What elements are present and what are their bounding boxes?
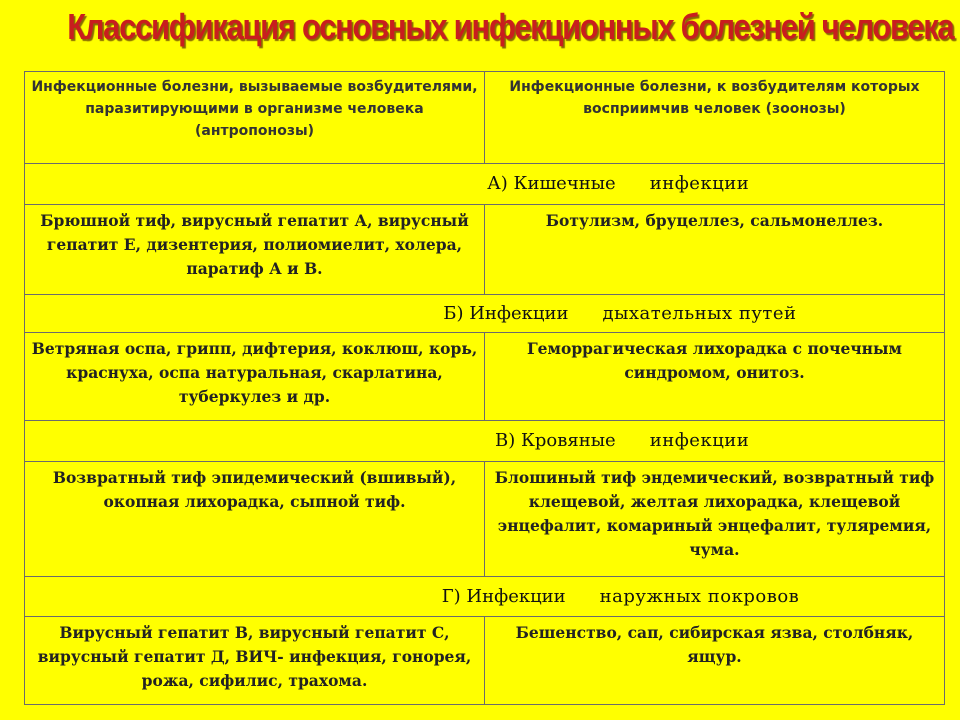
anthroponoses-cell-a xyxy=(25,205,485,295)
section-row-d xyxy=(25,577,945,617)
header-zoonoses xyxy=(485,72,945,164)
anthroponoses-cell-b xyxy=(25,333,485,421)
section-heading-a xyxy=(25,164,945,205)
zoonoses-cell-a xyxy=(485,205,945,295)
section-a-label-right: инфекции xyxy=(649,173,750,194)
anthroponoses-text-a: Брюшной тиф, вирусный гепатит А, вирусный гепатит Е, дизентерия, полиомиелит, холера, паратиф А и В. xyxy=(40,211,469,278)
section-b-label-left: Б) Инфекции xyxy=(443,302,569,324)
section-row-c xyxy=(25,421,945,462)
section-d-label-left: Г) Инфекции xyxy=(441,585,566,607)
header-anthroponoses-text: Инфекционные болезни, вызываемые возбудителями, паразитирующими в организме человека (антропонозы) xyxy=(31,79,478,139)
section-a-label-left: А) Кишечные xyxy=(487,173,616,194)
section-heading-d xyxy=(25,577,945,617)
anthroponoses-cell-c xyxy=(25,462,485,577)
zoonoses-cell-d xyxy=(485,617,945,705)
anthroponoses-text-b: Ветряная оспа, грипп, дифтерия, коклюш, корь, краснуха, оспа натуральная, скарлатина, туберкулез и др. xyxy=(31,339,478,406)
table-row xyxy=(25,333,945,421)
section-d-label-right: наружных покровов xyxy=(599,585,800,607)
classification-table xyxy=(24,71,945,705)
zoonoses-text-c: Блошиный тиф эндемический, возвратный тиф клещевой, желтая лихорадка, клещевой энцефалит, комариный энцефалит, туляремия, чума. xyxy=(494,468,935,559)
anthroponoses-text-c: Возвратный тиф эпидемический (вшивый), окопная лихорадка, сыпной тиф. xyxy=(52,468,457,511)
section-c-label-left: В) Кровяные xyxy=(494,430,616,451)
section-heading-b xyxy=(25,295,945,333)
table-row xyxy=(25,205,945,295)
page-title: Классификация основных инфекционных болезней человека xyxy=(67,6,954,47)
section-row-b xyxy=(25,295,945,333)
zoonoses-text-a: Ботулизм, бруцеллез, сальмонеллез. xyxy=(545,211,884,230)
anthroponoses-text-d: Вирусный гепатит В, вирусный гепатит С, вирусный гепатит Д, ВИЧ- инфекция, гонорея, рожа, сифилис, трахома. xyxy=(37,623,472,690)
table-row xyxy=(25,617,945,705)
section-row-a xyxy=(25,164,945,205)
section-b-label-right: дыхательных путей xyxy=(602,302,797,324)
header-zoonoses-text: Инфекционные болезни, к возбудителям которых восприимчив человек (зоонозы) xyxy=(509,79,920,117)
section-c-label-right: инфекции xyxy=(649,430,750,451)
table-header-row xyxy=(25,72,945,164)
header-anthroponoses xyxy=(25,72,485,164)
anthroponoses-cell-d xyxy=(25,617,485,705)
zoonoses-cell-c xyxy=(485,462,945,577)
table-row xyxy=(25,462,945,577)
zoonoses-text-d: Бешенство, сап, сибирская язва, столбняк, ящур. xyxy=(515,623,914,666)
zoonoses-cell-b xyxy=(485,333,945,421)
zoonoses-text-b: Геморрагическая лихорадка с почечным синдромом, онитоз. xyxy=(526,339,903,382)
section-heading-c xyxy=(25,421,945,462)
